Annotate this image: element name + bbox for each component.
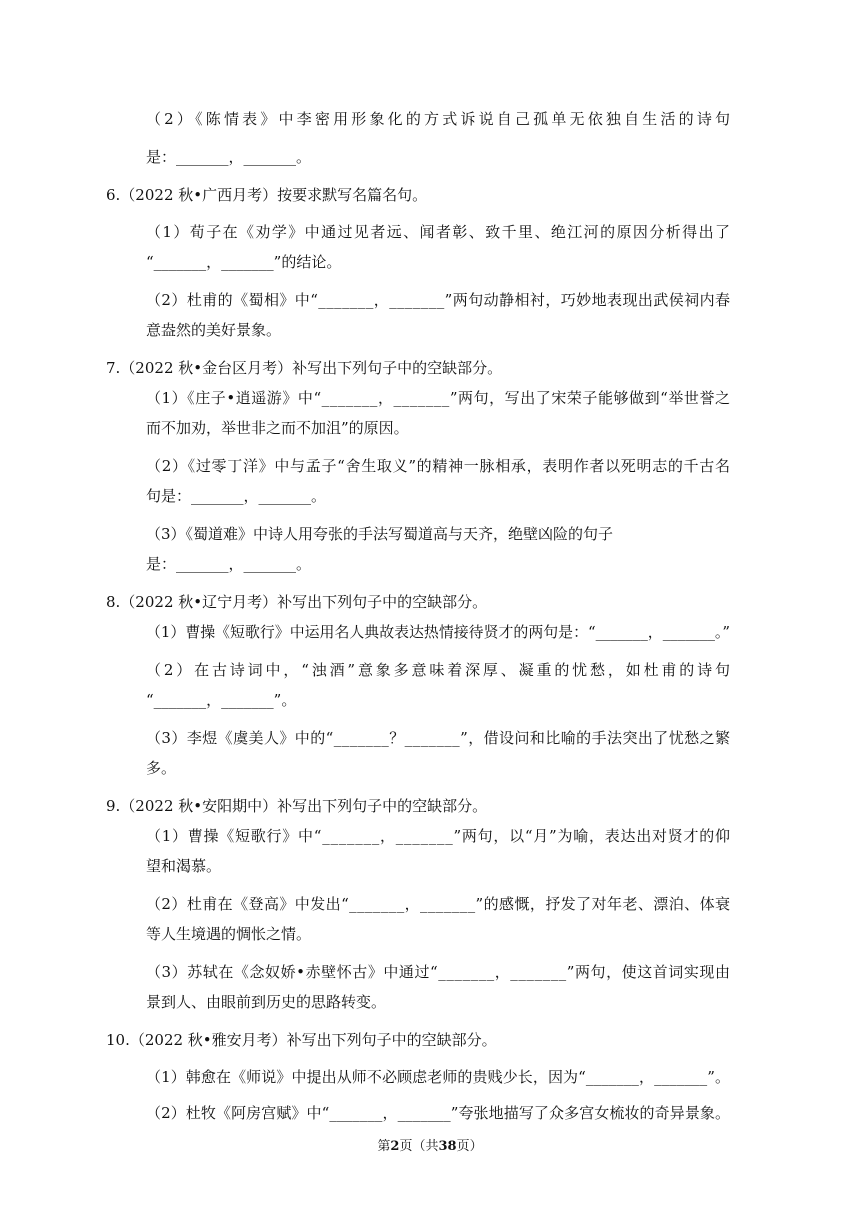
sub-question-line: （2）《过零丁洋》中与孟子“舍生取义”的精神一脉相承，表明作者以死明志的千古名	[146, 457, 731, 475]
continuation-line: 景到人、由眼前到历史的思路转变。	[146, 993, 387, 1011]
sub-question-line: （2）《陈情表》中李密用形象化的方式诉说自己孤单无依独自生活的诗句	[146, 110, 734, 128]
question-heading: 10.（2022 秋•雅安月考）补写出下列句子中的空缺部分。	[106, 1031, 497, 1049]
footer-suffix: 页）	[456, 1139, 483, 1154]
sub-question-line: （2）杜牧《阿房宫赋》中“_______，_______”夸张地描写了众多宫女梳妆的奇异景象。	[146, 1104, 731, 1122]
sub-question-line: （1）韩愈在《师说》中提出从师不必顾虑老师的贵贱少长，因为“_______，_______”。	[146, 1068, 731, 1086]
sub-question-line: （1）曹操《短歌行》中“_______，_______”两句，以“月”为喻，表达出对贤才的仰	[146, 827, 731, 845]
sub-question-line: （2）杜甫的《蜀相》中“_______，_______”两句动静相衬，巧妙地表现出武侯祠内春	[146, 291, 731, 309]
page-footer	[0, 1138, 860, 1156]
continuation-line: “_______，_______”的结论。	[146, 253, 342, 271]
question-heading: 6.（2022 秋•广西月考）按要求默写名篇名句。	[106, 186, 428, 204]
sub-question-line: （1）荀子在《劝学》中通过见者远、闻者彰、致千里、绝江河的原因分析得出了	[146, 223, 732, 241]
continuation-line: 意盎然的美好景象。	[146, 321, 282, 339]
continuation-line: 是：_______，_______。	[146, 148, 312, 166]
sub-question-line: （2）杜甫在《登高》中发出“_______，_______”的感慨，抒发了对年老、漂泊、体衰	[146, 895, 731, 913]
sub-question-line: （3）李煜《虞美人》中的“_______？_______”，借设问和比喻的手法突出了忧愁之繁	[146, 729, 731, 747]
footer-prefix: 第	[377, 1139, 391, 1154]
continuation-line: 多。	[146, 759, 177, 777]
footer-middle: 页（共	[399, 1139, 439, 1154]
sub-question-line: （3）苏轼在《念奴娇•赤壁怀古》中通过“_______，_______”两句，使这首词实现由	[146, 963, 731, 981]
question-heading: 9.（2022 秋•安阳期中）补写出下列句子中的空缺部分。	[106, 797, 488, 815]
continuation-line: 望和渴慕。	[146, 857, 222, 875]
question-heading: 7.（2022 秋•金台区月考）补写出下列句子中的空缺部分。	[106, 359, 503, 377]
footer-total-pages: 38	[438, 1139, 457, 1154]
sub-question-line: （1）曹操《短歌行》中运用名人典故表达热情接待贤才的两句是：“_______，_______。”	[146, 623, 730, 641]
continuation-line: 句是：_______，_______。	[146, 487, 327, 505]
footer-page-number: 2	[390, 1139, 400, 1154]
sub-question-line: （1）《庄子•逍遥游》中“_______，_______”两句，写出了宋荣子能够做到“举世誉之	[146, 389, 731, 407]
continuation-line: 而不加劝，举世非之而不加沮”的原因。	[146, 419, 409, 437]
continuation-line: 等人生境遇的惆怅之情。	[146, 925, 312, 943]
continuation-line: 是：_______，_______。	[146, 555, 312, 573]
continuation-line: “_______，_______”。	[146, 691, 297, 709]
sub-question-line: （2）在古诗词中，“浊酒”意象多意味着深厚、凝重的忧愁，如杜甫的诗句	[146, 661, 733, 679]
question-heading: 8.（2022 秋•辽宁月考）补写出下列句子中的空缺部分。	[106, 593, 488, 611]
sub-question-line: （3）《蜀道难》中诗人用夸张的手法写蜀道高与天齐，绝壁凶险的句子	[146, 525, 614, 543]
